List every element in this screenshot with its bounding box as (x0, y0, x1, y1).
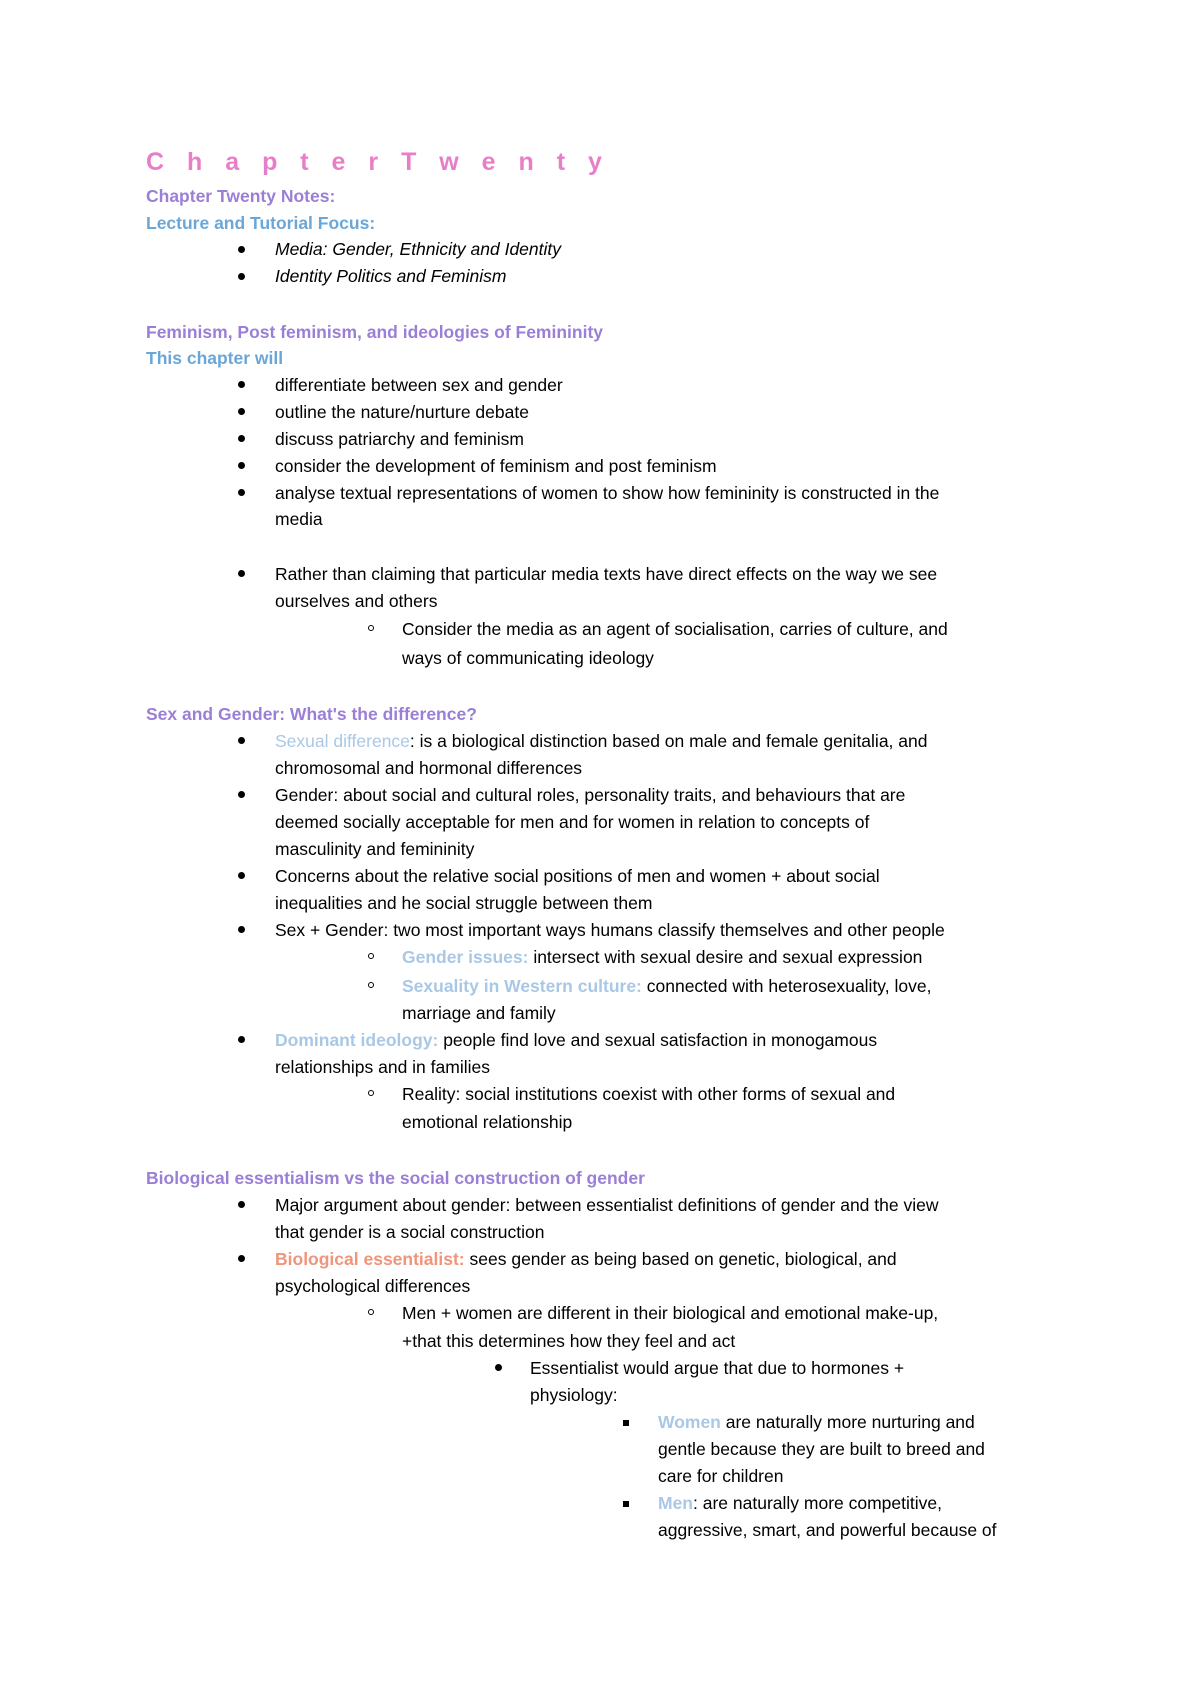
term: Women (658, 1412, 721, 1432)
page-subtitle: Chapter Twenty Notes: (146, 186, 336, 206)
bullet (238, 273, 245, 280)
definition: sees gender as being based on genetic, biological, and (464, 1249, 897, 1269)
term: Gender issues: (402, 947, 529, 967)
level4-list-item-continued: care for children (658, 1466, 784, 1486)
list-item: Concerns about the relative social positions of men and women + about social (275, 866, 880, 886)
list-item: Media: Gender, Ethnicity and Identity (275, 239, 561, 259)
sub-bullet (368, 625, 374, 631)
list-item-continued: media (275, 509, 323, 529)
term: Biological essentialist: (275, 1249, 465, 1269)
sub-list-item (402, 945, 922, 969)
section-heading: Sex and Gender: What's the difference? (146, 704, 477, 724)
list-item-continued: masculinity and femininity (275, 839, 475, 859)
sub-bullet (368, 982, 374, 988)
list-item-continued: deemed socially acceptable for men and for women in relation to concepts of (275, 812, 870, 832)
list-item-continued: inequalities and he social struggle between them (275, 893, 653, 913)
term: Men (658, 1493, 693, 1513)
bullet (238, 435, 245, 442)
square-bullet (623, 1420, 629, 1426)
list-item: consider the development of feminism and post feminism (275, 456, 717, 476)
bullet (238, 462, 245, 469)
sub-sub-list-item-continued: physiology: (530, 1385, 618, 1405)
bullet (238, 381, 245, 388)
list-item-continued: that gender is a social construction (275, 1222, 545, 1242)
term: Dominant ideology: (275, 1030, 439, 1050)
sub-list-item-continued: +that this determines how they feel and act (402, 1331, 736, 1351)
list-item (275, 1247, 897, 1271)
list-item: discuss patriarchy and feminism (275, 429, 524, 449)
sub-bullet (368, 1309, 374, 1315)
bullet (238, 408, 245, 415)
definition: people find love and sexual satisfaction in monogamous (438, 1030, 878, 1050)
term: Sexuality in Western culture: (402, 976, 642, 996)
list-item-continued: relationships and in families (275, 1057, 490, 1077)
term: Sexual difference (275, 731, 410, 751)
list-item: Sex + Gender: two most important ways humans classify themselves and other people (275, 920, 945, 940)
list-item-continued: ourselves and others (275, 591, 438, 611)
level4-list-item-continued: aggressive, smart, and powerful because of (658, 1520, 997, 1540)
level4-list-item (658, 1410, 975, 1434)
list-item: analyse textual representations of women to show how femininity is constructed in the (275, 483, 940, 503)
list-item: outline the nature/nurture debate (275, 402, 529, 422)
page-title: C h a p t e r T w e n t y (146, 148, 610, 176)
sub-list-item-continued: emotional relationship (402, 1112, 573, 1132)
bullet (238, 1201, 245, 1208)
sub-sub-list-item: Essentialist would argue that due to hormones + (530, 1358, 905, 1378)
bullet (238, 872, 245, 879)
bullet (238, 246, 245, 253)
list-item (275, 729, 927, 753)
list-item: Gender: about social and cultural roles, personality traits, and behaviours that are (275, 785, 906, 805)
level4-list-item (658, 1491, 942, 1515)
sub-list-item: Reality: social institutions coexist with other forms of sexual and (402, 1084, 896, 1104)
square-bullet (623, 1501, 629, 1507)
section-subheading: This chapter will (146, 348, 284, 368)
section-heading: Feminism, Post feminism, and ideologies of Femininity (146, 322, 604, 342)
bullet (238, 926, 245, 933)
definition: connected with heterosexuality, love, (641, 976, 932, 996)
sub-list-item-continued: ways of communicating ideology (402, 648, 654, 668)
sub-bullet (368, 1090, 374, 1096)
bullet (238, 1255, 245, 1262)
sub-list-item-continued: marriage and family (402, 1003, 556, 1023)
list-item: Rather than claiming that particular media texts have direct effects on the way we see (275, 564, 938, 584)
bullet (238, 791, 245, 798)
list-item: Major argument about gender: between essentialist definitions of gender and the view (275, 1195, 939, 1215)
bullet (238, 737, 245, 744)
sub-list-item (402, 974, 931, 998)
bullet (495, 1364, 502, 1371)
sub-list-item: Consider the media as an agent of socialisation, carries of culture, and (402, 619, 948, 639)
bullet (238, 1036, 245, 1043)
definition: : are naturally more competitive, (693, 1493, 942, 1513)
definition: intersect with sexual desire and sexual expression (528, 947, 923, 967)
list-item: Identity Politics and Feminism (275, 266, 507, 286)
bullet (238, 489, 245, 496)
list-item-continued: psychological differences (275, 1276, 471, 1296)
level4-list-item-continued: gentle because they are built to breed and (658, 1439, 985, 1459)
definition: : is a biological distinction based on male and female genitalia, and (409, 731, 928, 751)
list-item (275, 1028, 877, 1052)
list-item: differentiate between sex and gender (275, 375, 563, 395)
sub-list-item: Men + women are different in their biological and emotional make-up, (402, 1303, 939, 1323)
lecture-heading: Lecture and Tutorial Focus: (146, 213, 376, 233)
sub-bullet (368, 953, 374, 959)
section-heading: Biological essentialism vs the social construction of gender (146, 1168, 645, 1188)
list-item-continued: chromosomal and hormonal differences (275, 758, 583, 778)
bullet (238, 570, 245, 577)
definition: are naturally more nurturing and (720, 1412, 975, 1432)
